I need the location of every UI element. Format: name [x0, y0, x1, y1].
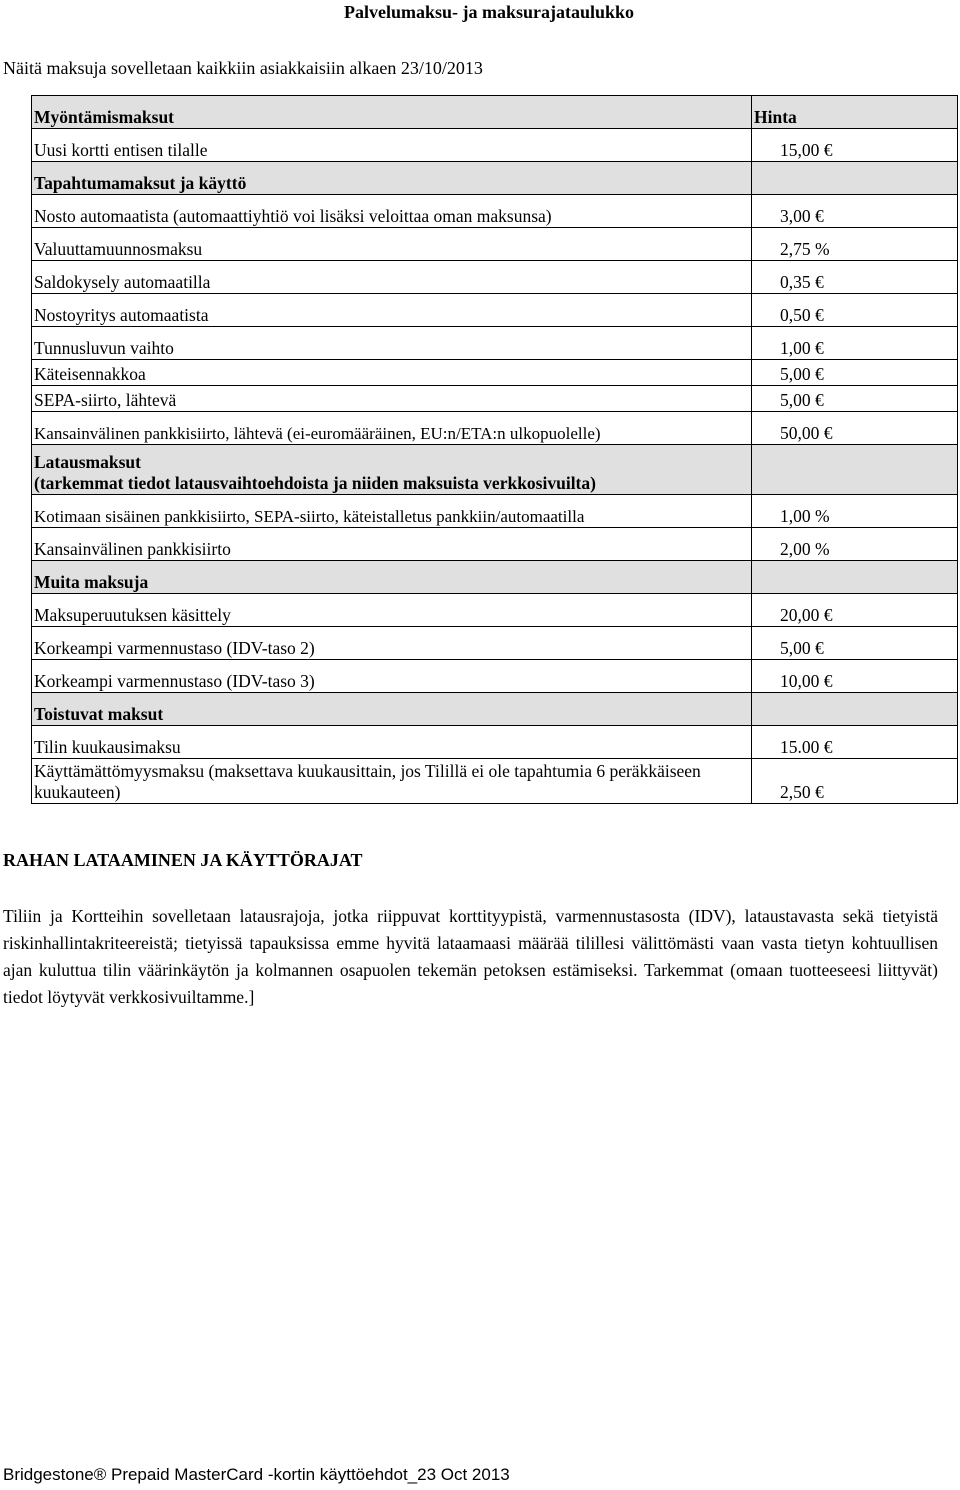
- fee-label: Kotimaan sisäinen pankkisiirto, SEPA-siirto, käteistalletus pankkiin/automaatilla: [32, 495, 752, 528]
- page-footer: Bridgestone® Prepaid MasterCard -kortin käyttöehdot_23 Oct 2013: [3, 1465, 510, 1484]
- fee-label: Maksuperuutuksen käsittely: [32, 594, 752, 627]
- section-header-cell: Myöntämismaksut: [32, 96, 752, 129]
- table-row: [32, 228, 958, 261]
- fee-label: Nosto automaatista (automaattiyhtiö voi lisäksi veloittaa oman maksunsa): [32, 195, 752, 228]
- intro-text: Näitä maksuja sovelletaan kaikkiin asiakkaisiin alkaen 23/10/2013: [3, 58, 483, 78]
- fee-price: 2,75 %: [752, 228, 958, 261]
- section-header-subtitle: (tarkemmat tiedot latausvaihtoehdoista ja niiden maksuista verkkosivuilta): [34, 473, 596, 493]
- fee-label: Valuuttamuunnosmaksu: [32, 228, 752, 261]
- document-title: Palvelumaksu- ja maksurajataulukko: [343, 2, 635, 22]
- section-header-price: [752, 445, 958, 495]
- table-row: [32, 528, 958, 561]
- fee-price: 1,00 €: [752, 327, 958, 360]
- table-row: [32, 327, 958, 360]
- price-column-header: Hinta: [752, 96, 958, 129]
- fee-price: 20,00 €: [752, 594, 958, 627]
- fee-label: Uusi kortti entisen tilalle: [32, 129, 752, 162]
- fee-price: 5,00 €: [752, 386, 958, 412]
- table-row: [32, 195, 958, 228]
- fee-label: Korkeampi varmennustaso (IDV-taso 3): [32, 660, 752, 693]
- table-header-row: [32, 96, 958, 129]
- fee-label: Käyttämättömyysmaksu (maksettava kuukausittain, jos Tilillä ei ole tapahtumia 6 peräkkäiseen kuukauteen): [32, 759, 752, 804]
- section-header-price: [752, 561, 958, 594]
- section-header-cell: Tapahtumamaksut ja käyttö: [32, 162, 752, 195]
- fee-price: 3,00 €: [752, 195, 958, 228]
- fee-price: 15.00 €: [752, 726, 958, 759]
- section-header-row: [32, 561, 958, 594]
- fee-price: 15,00 €: [752, 129, 958, 162]
- fee-label: Tunnusluvun vaihto: [32, 327, 752, 360]
- section-header-cell: Toistuvat maksut: [32, 693, 752, 726]
- fee-price: 1,00 %: [752, 495, 958, 528]
- fee-label: Kansainvälinen pankkisiirto: [32, 528, 752, 561]
- section-header-row: [32, 162, 958, 195]
- fee-label: Nostoyritys automaatista: [32, 294, 752, 327]
- table-row: [32, 594, 958, 627]
- fee-label: Kansainvälinen pankkisiirto, lähtevä (ei-euromääräinen, EU:n/ETA:n ulkopuolelle): [32, 412, 752, 445]
- section-header-title: Latausmaksut: [34, 452, 141, 472]
- fee-label: SEPA-siirto, lähtevä: [32, 386, 752, 412]
- table-row: [32, 495, 958, 528]
- fee-label: Saldokysely automaatilla: [32, 261, 752, 294]
- fee-price: 0,50 €: [752, 294, 958, 327]
- body-paragraph: Tiliin ja Kortteihin sovelletaan latausrajoja, jotka riippuvat korttityypistä, varmennustasosta (IDV), lataustavasta sekä tietyistä riskinhallintakriteereistä; tietyissä tapauksissa emme hyvitä lataamaasi määrää tilillesi välittömästi vaan vasta tietyn kohtuullisen ajan kuluttua tilin väärinkäytön ja kolmannen osapuolen tekemän petoksen estämiseksi. Tarkemmat (omaan tuotteeseesi liittyvät) tiedot löytyvät verkkosivuiltamme.]: [3, 906, 938, 1007]
- fee-price: 2,50 €: [752, 759, 958, 804]
- table-row: [32, 129, 958, 162]
- section-header-row: [32, 445, 958, 495]
- fee-label: Tilin kuukausimaksu: [32, 726, 752, 759]
- table-row: [32, 726, 958, 759]
- section-header-cell: Muita maksuja: [32, 561, 752, 594]
- table-row: [32, 660, 958, 693]
- table-row: [32, 759, 958, 804]
- table-row: [32, 360, 958, 386]
- table-row: [32, 386, 958, 412]
- section-header-price: [752, 693, 958, 726]
- fee-price: 50,00 €: [752, 412, 958, 445]
- fee-price: 0,35 €: [752, 261, 958, 294]
- section-header-price: [752, 162, 958, 195]
- fee-label: Käteisennakkoa: [32, 360, 752, 386]
- fee-price: 5,00 €: [752, 627, 958, 660]
- section-header-cell: [32, 445, 752, 495]
- fee-label: Korkeampi varmennustaso (IDV-taso 2): [32, 627, 752, 660]
- section-heading: RAHAN LATAAMINEN JA KÄYTTÖRAJAT: [3, 850, 363, 870]
- fee-table: [31, 95, 958, 804]
- table-row: [32, 294, 958, 327]
- section-header-row: [32, 693, 958, 726]
- table-row: [32, 627, 958, 660]
- table-row: [32, 412, 958, 445]
- table-row: [32, 261, 958, 294]
- fee-price: 2,00 %: [752, 528, 958, 561]
- fee-price: 5,00 €: [752, 360, 958, 386]
- fee-price: 10,00 €: [752, 660, 958, 693]
